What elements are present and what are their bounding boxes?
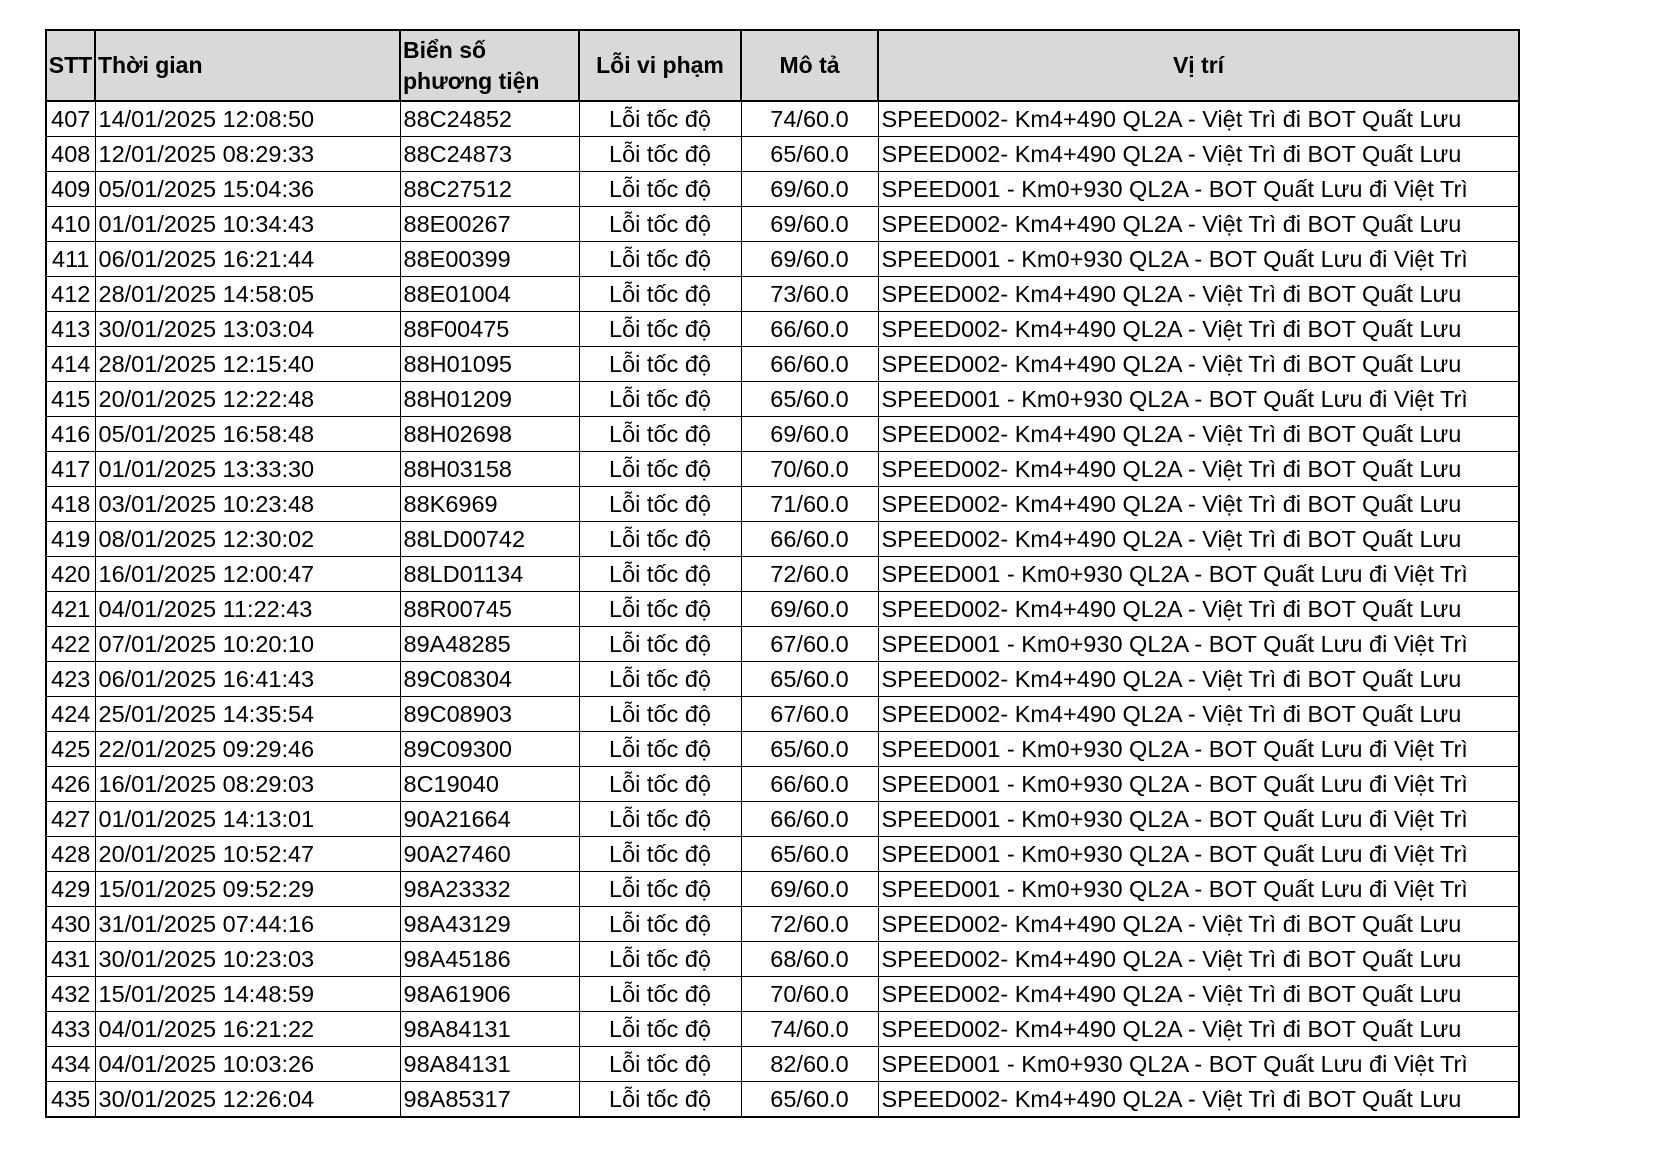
cell-error: Lỗi tốc độ	[579, 557, 741, 592]
cell-time: 05/01/2025 15:04:36	[95, 172, 400, 207]
cell-error: Lỗi tốc độ	[579, 872, 741, 907]
cell-description: 69/60.0	[741, 872, 878, 907]
header-plate-line2: phương tiện	[403, 67, 540, 94]
cell-description: 66/60.0	[741, 312, 878, 347]
table-row	[46, 382, 1519, 417]
cell-error: Lỗi tốc độ	[579, 417, 741, 452]
cell-stt: 422	[46, 627, 95, 662]
cell-plate: 88K6969	[400, 487, 579, 522]
cell-stt: 420	[46, 557, 95, 592]
cell-error: Lỗi tốc độ	[579, 942, 741, 977]
cell-time: 15/01/2025 14:48:59	[95, 977, 400, 1012]
cell-error: Lỗi tốc độ	[579, 452, 741, 487]
cell-time: 08/01/2025 12:30:02	[95, 522, 400, 557]
cell-stt: 425	[46, 732, 95, 767]
cell-description: 65/60.0	[741, 1082, 878, 1118]
cell-description: 68/60.0	[741, 942, 878, 977]
table-row	[46, 1012, 1519, 1047]
cell-plate: 89A48285	[400, 627, 579, 662]
table-body	[46, 101, 1519, 1117]
cell-time: 12/01/2025 08:29:33	[95, 137, 400, 172]
cell-location: SPEED002- Km4+490 QL2A - Việt Trì đi BOT Quất Lưu	[878, 207, 1519, 242]
cell-description: 65/60.0	[741, 837, 878, 872]
table-row	[46, 101, 1519, 137]
table-row	[46, 907, 1519, 942]
cell-stt: 429	[46, 872, 95, 907]
cell-stt: 435	[46, 1082, 95, 1118]
cell-location: SPEED002- Km4+490 QL2A - Việt Trì đi BOT Quất Lưu	[878, 417, 1519, 452]
table-row	[46, 942, 1519, 977]
table-row	[46, 172, 1519, 207]
cell-error: Lỗi tốc độ	[579, 802, 741, 837]
cell-description: 70/60.0	[741, 977, 878, 1012]
cell-location: SPEED001 - Km0+930 QL2A - BOT Quất Lưu đi Việt Trì	[878, 557, 1519, 592]
cell-description: 74/60.0	[741, 1012, 878, 1047]
cell-description: 67/60.0	[741, 697, 878, 732]
cell-stt: 423	[46, 662, 95, 697]
cell-description: 69/60.0	[741, 207, 878, 242]
cell-location: SPEED002- Km4+490 QL2A - Việt Trì đi BOT Quất Lưu	[878, 487, 1519, 522]
cell-error: Lỗi tốc độ	[579, 592, 741, 627]
cell-location: SPEED001 - Km0+930 QL2A - BOT Quất Lưu đi Việt Trì	[878, 732, 1519, 767]
table-row	[46, 977, 1519, 1012]
table-row	[46, 137, 1519, 172]
cell-error: Lỗi tốc độ	[579, 977, 741, 1012]
cell-location: SPEED002- Km4+490 QL2A - Việt Trì đi BOT Quất Lưu	[878, 452, 1519, 487]
cell-stt: 416	[46, 417, 95, 452]
cell-location: SPEED001 - Km0+930 QL2A - BOT Quất Lưu đi Việt Trì	[878, 1047, 1519, 1082]
cell-error: Lỗi tốc độ	[579, 627, 741, 662]
cell-description: 72/60.0	[741, 557, 878, 592]
cell-time: 15/01/2025 09:52:29	[95, 872, 400, 907]
cell-description: 66/60.0	[741, 347, 878, 382]
table-row	[46, 837, 1519, 872]
cell-plate: 98A85317	[400, 1082, 579, 1118]
cell-error: Lỗi tốc độ	[579, 522, 741, 557]
cell-error: Lỗi tốc độ	[579, 837, 741, 872]
cell-location: SPEED002- Km4+490 QL2A - Việt Trì đi BOT Quất Lưu	[878, 312, 1519, 347]
cell-error: Lỗi tốc độ	[579, 1047, 741, 1082]
cell-stt: 424	[46, 697, 95, 732]
cell-location: SPEED002- Km4+490 QL2A - Việt Trì đi BOT Quất Lưu	[878, 907, 1519, 942]
cell-stt: 408	[46, 137, 95, 172]
table-row	[46, 487, 1519, 522]
cell-time: 06/01/2025 16:41:43	[95, 662, 400, 697]
cell-error: Lỗi tốc độ	[579, 382, 741, 417]
cell-description: 65/60.0	[741, 662, 878, 697]
cell-time: 30/01/2025 13:03:04	[95, 312, 400, 347]
header-plate-line1: Biển số	[403, 36, 487, 63]
cell-time: 04/01/2025 10:03:26	[95, 1047, 400, 1082]
cell-location: SPEED002- Km4+490 QL2A - Việt Trì đi BOT Quất Lưu	[878, 697, 1519, 732]
cell-time: 31/01/2025 07:44:16	[95, 907, 400, 942]
cell-location: SPEED001 - Km0+930 QL2A - BOT Quất Lưu đi Việt Trì	[878, 802, 1519, 837]
cell-description: 70/60.0	[741, 452, 878, 487]
cell-error: Lỗi tốc độ	[579, 172, 741, 207]
cell-time: 04/01/2025 11:22:43	[95, 592, 400, 627]
cell-plate: 98A84131	[400, 1012, 579, 1047]
cell-stt: 415	[46, 382, 95, 417]
cell-description: 71/60.0	[741, 487, 878, 522]
cell-plate: 90A21664	[400, 802, 579, 837]
cell-error: Lỗi tốc độ	[579, 767, 741, 802]
cell-plate: 88E01004	[400, 277, 579, 312]
cell-location: SPEED002- Km4+490 QL2A - Việt Trì đi BOT Quất Lưu	[878, 942, 1519, 977]
table-row	[46, 277, 1519, 312]
cell-error: Lỗi tốc độ	[579, 1082, 741, 1118]
header-description: Mô tả	[741, 30, 878, 101]
cell-location: SPEED001 - Km0+930 QL2A - BOT Quất Lưu đi Việt Trì	[878, 242, 1519, 277]
table-row	[46, 452, 1519, 487]
cell-location: SPEED002- Km4+490 QL2A - Việt Trì đi BOT Quất Lưu	[878, 347, 1519, 382]
cell-location: SPEED001 - Km0+930 QL2A - BOT Quất Lưu đi Việt Trì	[878, 627, 1519, 662]
cell-plate: 98A45186	[400, 942, 579, 977]
cell-time: 14/01/2025 12:08:50	[95, 101, 400, 137]
cell-time: 16/01/2025 12:00:47	[95, 557, 400, 592]
cell-error: Lỗi tốc độ	[579, 347, 741, 382]
cell-location: SPEED002- Km4+490 QL2A - Việt Trì đi BOT Quất Lưu	[878, 592, 1519, 627]
violations-table	[45, 29, 1520, 1118]
header-plate	[400, 30, 579, 101]
cell-stt: 414	[46, 347, 95, 382]
cell-plate: 88H01095	[400, 347, 579, 382]
cell-plate: 90A27460	[400, 837, 579, 872]
table-row	[46, 592, 1519, 627]
cell-plate: 88R00745	[400, 592, 579, 627]
cell-stt: 430	[46, 907, 95, 942]
cell-time: 28/01/2025 12:15:40	[95, 347, 400, 382]
cell-plate: 88E00267	[400, 207, 579, 242]
cell-plate: 88C24852	[400, 101, 579, 137]
cell-plate: 88C24873	[400, 137, 579, 172]
cell-location: SPEED001 - Km0+930 QL2A - BOT Quất Lưu đi Việt Trì	[878, 382, 1519, 417]
cell-location: SPEED002- Km4+490 QL2A - Việt Trì đi BOT Quất Lưu	[878, 137, 1519, 172]
cell-error: Lỗi tốc độ	[579, 207, 741, 242]
cell-location: SPEED002- Km4+490 QL2A - Việt Trì đi BOT Quất Lưu	[878, 1082, 1519, 1118]
header-time: Thời gian	[95, 30, 400, 101]
cell-stt: 428	[46, 837, 95, 872]
cell-plate: 98A61906	[400, 977, 579, 1012]
cell-stt: 432	[46, 977, 95, 1012]
cell-location: SPEED001 - Km0+930 QL2A - BOT Quất Lưu đi Việt Trì	[878, 872, 1519, 907]
cell-plate: 8C19040	[400, 767, 579, 802]
cell-location: SPEED002- Km4+490 QL2A - Việt Trì đi BOT Quất Lưu	[878, 977, 1519, 1012]
cell-description: 69/60.0	[741, 417, 878, 452]
cell-location: SPEED001 - Km0+930 QL2A - BOT Quất Lưu đi Việt Trì	[878, 172, 1519, 207]
cell-error: Lỗi tốc độ	[579, 137, 741, 172]
table-row	[46, 662, 1519, 697]
cell-description: 74/60.0	[741, 101, 878, 137]
cell-stt: 419	[46, 522, 95, 557]
cell-location: SPEED002- Km4+490 QL2A - Việt Trì đi BOT Quất Lưu	[878, 101, 1519, 137]
cell-description: 65/60.0	[741, 732, 878, 767]
cell-error: Lỗi tốc độ	[579, 697, 741, 732]
cell-description: 69/60.0	[741, 172, 878, 207]
cell-error: Lỗi tốc độ	[579, 312, 741, 347]
cell-plate: 88LD01134	[400, 557, 579, 592]
cell-error: Lỗi tốc độ	[579, 732, 741, 767]
cell-stt: 417	[46, 452, 95, 487]
cell-description: 67/60.0	[741, 627, 878, 662]
table-row	[46, 872, 1519, 907]
cell-stt: 411	[46, 242, 95, 277]
table-row	[46, 697, 1519, 732]
cell-location: SPEED002- Km4+490 QL2A - Việt Trì đi BOT Quất Lưu	[878, 1012, 1519, 1047]
cell-description: 66/60.0	[741, 522, 878, 557]
table-row	[46, 347, 1519, 382]
cell-time: 20/01/2025 12:22:48	[95, 382, 400, 417]
cell-time: 30/01/2025 12:26:04	[95, 1082, 400, 1118]
cell-description: 82/60.0	[741, 1047, 878, 1082]
cell-time: 03/01/2025 10:23:48	[95, 487, 400, 522]
cell-time: 20/01/2025 10:52:47	[95, 837, 400, 872]
table-row	[46, 767, 1519, 802]
cell-description: 69/60.0	[741, 242, 878, 277]
cell-plate: 98A43129	[400, 907, 579, 942]
cell-location: SPEED002- Km4+490 QL2A - Việt Trì đi BOT Quất Lưu	[878, 662, 1519, 697]
cell-time: 25/01/2025 14:35:54	[95, 697, 400, 732]
table-row	[46, 417, 1519, 452]
cell-location: SPEED001 - Km0+930 QL2A - BOT Quất Lưu đi Việt Trì	[878, 837, 1519, 872]
table-row	[46, 627, 1519, 662]
cell-time: 01/01/2025 14:13:01	[95, 802, 400, 837]
cell-error: Lỗi tốc độ	[579, 277, 741, 312]
cell-time: 04/01/2025 16:21:22	[95, 1012, 400, 1047]
cell-stt: 407	[46, 101, 95, 137]
cell-plate: 88LD00742	[400, 522, 579, 557]
cell-error: Lỗi tốc độ	[579, 662, 741, 697]
cell-plate: 88E00399	[400, 242, 579, 277]
table-row	[46, 1047, 1519, 1082]
cell-location: SPEED001 - Km0+930 QL2A - BOT Quất Lưu đi Việt Trì	[878, 767, 1519, 802]
cell-error: Lỗi tốc độ	[579, 487, 741, 522]
table-row	[46, 312, 1519, 347]
table-row	[46, 242, 1519, 277]
header-location: Vị trí	[878, 30, 1519, 101]
cell-stt: 413	[46, 312, 95, 347]
cell-time: 30/01/2025 10:23:03	[95, 942, 400, 977]
cell-description: 72/60.0	[741, 907, 878, 942]
cell-description: 65/60.0	[741, 382, 878, 417]
cell-plate: 88H01209	[400, 382, 579, 417]
cell-time: 07/01/2025 10:20:10	[95, 627, 400, 662]
cell-error: Lỗi tốc độ	[579, 242, 741, 277]
cell-description: 73/60.0	[741, 277, 878, 312]
cell-plate: 89C08903	[400, 697, 579, 732]
cell-time: 06/01/2025 16:21:44	[95, 242, 400, 277]
table-row	[46, 522, 1519, 557]
cell-description: 65/60.0	[741, 137, 878, 172]
table-row	[46, 802, 1519, 837]
cell-time: 22/01/2025 09:29:46	[95, 732, 400, 767]
cell-plate: 88C27512	[400, 172, 579, 207]
cell-error: Lỗi tốc độ	[579, 101, 741, 137]
cell-stt: 431	[46, 942, 95, 977]
table-header-row	[46, 30, 1519, 101]
table-row	[46, 557, 1519, 592]
header-error: Lỗi vi phạm	[579, 30, 741, 101]
cell-plate: 88H03158	[400, 452, 579, 487]
cell-location: SPEED002- Km4+490 QL2A - Việt Trì đi BOT Quất Lưu	[878, 277, 1519, 312]
table-row	[46, 732, 1519, 767]
cell-time: 28/01/2025 14:58:05	[95, 277, 400, 312]
cell-stt: 421	[46, 592, 95, 627]
table-row	[46, 1082, 1519, 1118]
cell-stt: 427	[46, 802, 95, 837]
cell-stt: 433	[46, 1012, 95, 1047]
cell-time: 01/01/2025 13:33:30	[95, 452, 400, 487]
cell-stt: 410	[46, 207, 95, 242]
cell-plate: 89C08304	[400, 662, 579, 697]
cell-stt: 434	[46, 1047, 95, 1082]
table-row	[46, 207, 1519, 242]
cell-plate: 98A23332	[400, 872, 579, 907]
cell-plate: 98A84131	[400, 1047, 579, 1082]
cell-plate: 89C09300	[400, 732, 579, 767]
cell-description: 66/60.0	[741, 767, 878, 802]
cell-stt: 418	[46, 487, 95, 522]
cell-stt: 426	[46, 767, 95, 802]
cell-time: 16/01/2025 08:29:03	[95, 767, 400, 802]
header-stt: STT	[46, 30, 95, 101]
cell-description: 69/60.0	[741, 592, 878, 627]
cell-plate: 88F00475	[400, 312, 579, 347]
cell-time: 01/01/2025 10:34:43	[95, 207, 400, 242]
cell-error: Lỗi tốc độ	[579, 907, 741, 942]
cell-stt: 412	[46, 277, 95, 312]
cell-time: 05/01/2025 16:58:48	[95, 417, 400, 452]
cell-error: Lỗi tốc độ	[579, 1012, 741, 1047]
cell-location: SPEED002- Km4+490 QL2A - Việt Trì đi BOT Quất Lưu	[878, 522, 1519, 557]
cell-plate: 88H02698	[400, 417, 579, 452]
cell-stt: 409	[46, 172, 95, 207]
cell-description: 66/60.0	[741, 802, 878, 837]
